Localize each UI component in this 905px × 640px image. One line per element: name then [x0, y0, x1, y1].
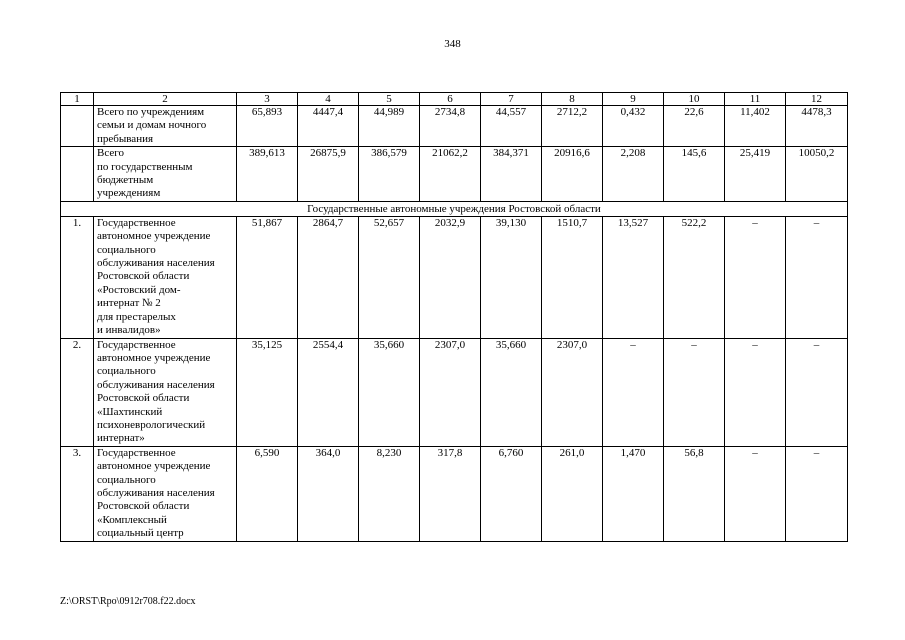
name-line: бюджетным: [97, 174, 154, 187]
header-cell: 2: [94, 93, 237, 106]
value-cell: 22,6: [664, 106, 725, 147]
value-cell: 26875,9: [298, 147, 359, 202]
name-line: по государственным: [97, 160, 193, 173]
header-cell: 9: [603, 93, 664, 106]
value-cell: 8,230: [359, 446, 420, 541]
name-line: автономное учреждение: [97, 351, 211, 364]
value-cell: 52,657: [359, 216, 420, 338]
table-row: [61, 338, 848, 446]
value-cell: 35,660: [359, 338, 420, 446]
section-title: Государственные автономные учреждения Ростовской области: [61, 201, 848, 216]
value-cell: 4447,4: [298, 106, 359, 147]
value-cell: –: [725, 338, 786, 446]
name-line: автономное учреждение: [97, 230, 211, 243]
value-cell: 2,208: [603, 147, 664, 202]
institution-name: [94, 106, 237, 147]
value-cell: 13,527: [603, 216, 664, 338]
name-line: автономное учреждение: [97, 460, 211, 473]
value-cell: 2032,9: [420, 216, 481, 338]
value-cell: 20916,6: [542, 147, 603, 202]
header-cell: 11: [725, 93, 786, 106]
name-line: Государственное: [97, 446, 176, 459]
row-number: [61, 106, 94, 147]
value-cell: 1,470: [603, 446, 664, 541]
value-cell: 0,432: [603, 106, 664, 147]
name-line: обслуживания населения: [97, 486, 215, 499]
value-cell: 389,613: [237, 147, 298, 202]
value-cell: 2712,2: [542, 106, 603, 147]
name-line: Ростовской области: [97, 270, 190, 283]
name-line: Государственное: [97, 216, 176, 229]
institution-name: [94, 338, 237, 446]
table-row: [61, 147, 848, 202]
value-cell: 35,660: [481, 338, 542, 446]
value-cell: –: [725, 446, 786, 541]
value-cell: 6,760: [481, 446, 542, 541]
value-cell: 1510,7: [542, 216, 603, 338]
name-line: Ростовской области: [97, 500, 190, 513]
header-cell: 12: [786, 93, 848, 106]
name-line: Ростовской области: [97, 392, 190, 405]
header-cell: 6: [420, 93, 481, 106]
value-cell: 2307,0: [420, 338, 481, 446]
table-header-row: [61, 93, 848, 106]
value-cell: 364,0: [298, 446, 359, 541]
section-row: [61, 201, 848, 216]
value-cell: 522,2: [664, 216, 725, 338]
name-line: Государственное: [97, 338, 176, 351]
name-line: интернат»: [97, 432, 145, 445]
name-line: обслуживания населения: [97, 378, 215, 391]
institution-name: [94, 147, 237, 202]
value-cell: –: [786, 338, 848, 446]
name-line: обслуживания населения: [97, 257, 215, 270]
name-line: социального: [97, 473, 156, 486]
name-line: психоневрологический: [97, 418, 206, 431]
name-line: учреждениям: [97, 187, 161, 200]
header-cell: 5: [359, 93, 420, 106]
file-path-footer: Z:\ORST\Rpo\0912r708.f22.docx: [60, 596, 196, 607]
page-number: 348: [444, 38, 461, 50]
table-row: [61, 216, 848, 338]
header-cell: 10: [664, 93, 725, 106]
institution-name: [94, 446, 237, 541]
name-line: «Шахтинский: [97, 405, 163, 418]
name-line: для престарелых: [97, 310, 176, 323]
value-cell: 11,402: [725, 106, 786, 147]
header-cell: 7: [481, 93, 542, 106]
institution-name: [94, 216, 237, 338]
name-line: «Ростовский дом-: [97, 283, 181, 296]
name-line: социального: [97, 243, 156, 256]
name-line: социального: [97, 365, 156, 378]
name-line: Всего: [97, 147, 124, 160]
header-cell: 4: [298, 93, 359, 106]
value-cell: 21062,2: [420, 147, 481, 202]
value-cell: –: [603, 338, 664, 446]
data-table: [60, 92, 848, 542]
name-line: Всего по учреждениям: [97, 106, 205, 118]
value-cell: –: [786, 216, 848, 338]
value-cell: 2554,4: [298, 338, 359, 446]
name-line: «Комплексный: [97, 513, 167, 526]
value-cell: 65,893: [237, 106, 298, 147]
table-row: [61, 106, 848, 147]
value-cell: 51,867: [237, 216, 298, 338]
value-cell: 10050,2: [786, 147, 848, 202]
table-row: [61, 446, 848, 541]
header-cell: 1: [61, 93, 94, 106]
value-cell: 44,557: [481, 106, 542, 147]
row-number: 1.: [61, 216, 94, 338]
value-cell: –: [786, 446, 848, 541]
header-cell: 3: [237, 93, 298, 106]
value-cell: 44,989: [359, 106, 420, 147]
value-cell: 4478,3: [786, 106, 848, 147]
name-line: пребывания: [97, 132, 154, 145]
value-cell: 384,371: [481, 147, 542, 202]
header-cell: 8: [542, 93, 603, 106]
name-line: интернат № 2: [97, 297, 161, 310]
name-line: семьи и домам ночного: [97, 119, 207, 132]
row-number: [61, 147, 94, 202]
value-cell: 2734,8: [420, 106, 481, 147]
value-cell: 39,130: [481, 216, 542, 338]
value-cell: 25,419: [725, 147, 786, 202]
value-cell: 386,579: [359, 147, 420, 202]
value-cell: 6,590: [237, 446, 298, 541]
value-cell: –: [664, 338, 725, 446]
value-cell: 145,6: [664, 147, 725, 202]
value-cell: 2307,0: [542, 338, 603, 446]
value-cell: 35,125: [237, 338, 298, 446]
name-line: и инвалидов»: [97, 324, 161, 337]
name-line: социальный центр: [97, 527, 184, 540]
row-number: 3.: [61, 446, 94, 541]
value-cell: 2864,7: [298, 216, 359, 338]
value-cell: 317,8: [420, 446, 481, 541]
row-number: 2.: [61, 338, 94, 446]
value-cell: 56,8: [664, 446, 725, 541]
value-cell: 261,0: [542, 446, 603, 541]
value-cell: –: [725, 216, 786, 338]
